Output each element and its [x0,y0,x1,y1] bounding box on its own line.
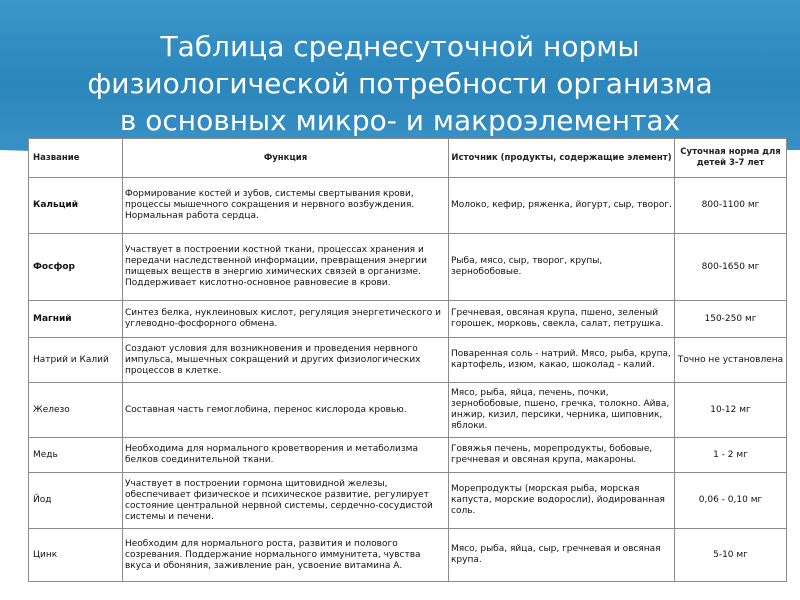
row-function: Составная часть гемоглобина, перенос кислорода кровью. [123,383,449,438]
row-name: Йод [29,473,123,529]
header-function: Функция [123,139,449,178]
row-name: Магний [29,301,123,338]
table-row [29,338,787,383]
row-name: Кальций [29,178,123,234]
row-function: Необходима для нормального кроветворения и метаболизма белков соединительной ткани. [123,438,449,473]
row-source: Мясо, рыба, яйца, печень, почки, зернобобовые, пшено, гречка, толокно. Айва, инжир, кизил, персики, черника, шиповник, яблоки. [449,383,675,438]
table-row [29,234,787,301]
row-function: Создают условия для возникновения и проведения нервного импульса, мышечных сокращений и других физиологических процессов в клетке. [123,338,449,383]
row-function: Участвует в построении гормона щитовидной железы, обеспечивает физическое и психическое развитие, регулирует состояние центральной нервной системы, сердечно-сосудистой системы и печени. [123,473,449,529]
row-norm: 800-1650 мг [675,234,787,301]
row-function: Синтез белка, нуклеиновых кислот, регуляция энергетического и углеводно-фосфорного обмена. [123,301,449,338]
row-source: Говяжья печень, морепродукты, бобовые, гречневая и овсяная крупа, макароны. [449,438,675,473]
table-row [29,301,787,338]
page-title [40,28,760,139]
title-line-3: в основных микро- и макроэлементах [119,104,681,137]
row-norm: 150-250 мг [675,301,787,338]
table-row [29,383,787,438]
title-line-2: физиологической потребности организма [87,67,713,100]
row-source: Мясо, рыба, яйца, сыр, гречневая и овсяная крупа. [449,529,675,582]
title-line-1: Таблица среднесуточной нормы [160,30,640,63]
row-name: Натрий и Калий [29,338,123,383]
table-header-row [29,139,787,178]
row-source: Поваренная соль - натрий. Мясо, рыба, крупа, картофель, изюм, какао, шоколад - калий. [449,338,675,383]
row-source: Молоко, кефир, ряженка, йогурт, сыр, творог. [449,178,675,234]
table-row [29,473,787,529]
row-norm: 10-12 мг [675,383,787,438]
row-name: Цинк [29,529,123,582]
row-function: Необходим для нормального роста, развития и полового созревания. Поддержание нормального иммунитета, чувства вкуса и обоняния, заживление ран, усвоение витамина А. [123,529,449,582]
row-norm: 800-1100 мг [675,178,787,234]
row-norm: 5-10 мг [675,529,787,582]
row-function: Формирование костей и зубов, системы свертывания крови, процессы мышечного сокращения и нервного возбуждения. Нормальная работа сердца. [123,178,449,234]
header-source: Источник (продукты, содержащие элемент) [449,139,675,178]
row-norm: Точно не установлена [675,338,787,383]
row-source: Гречневая, овсяная крупа, пшено, зеленый горошек, морковь, свекла, салат, петрушка. [449,301,675,338]
row-source: Рыба, мясо, сыр, творог, крупы, зернобобовые. [449,234,675,301]
table-row [29,529,787,582]
table-row [29,438,787,473]
row-name: Медь [29,438,123,473]
row-norm: 1 - 2 мг [675,438,787,473]
header-norm: Суточная норма для детей 3-7 лет [675,139,787,178]
elements-table [28,138,787,582]
row-name: Железо [29,383,123,438]
row-source: Морепродукты (морская рыба, морская капуста, морские водоросли), йодированная соль. [449,473,675,529]
table-row [29,178,787,234]
row-name: Фосфор [29,234,123,301]
row-norm: 0,06 - 0,10 мг [675,473,787,529]
row-function: Участвует в построении костной ткани, процессах хранения и передачи наследственной информации, превращения энергии пищевых веществ в энергию химических связей в организме. Поддерживает кислотно-основное равновесие в крови. [123,234,449,301]
header-name: Название [29,139,123,178]
